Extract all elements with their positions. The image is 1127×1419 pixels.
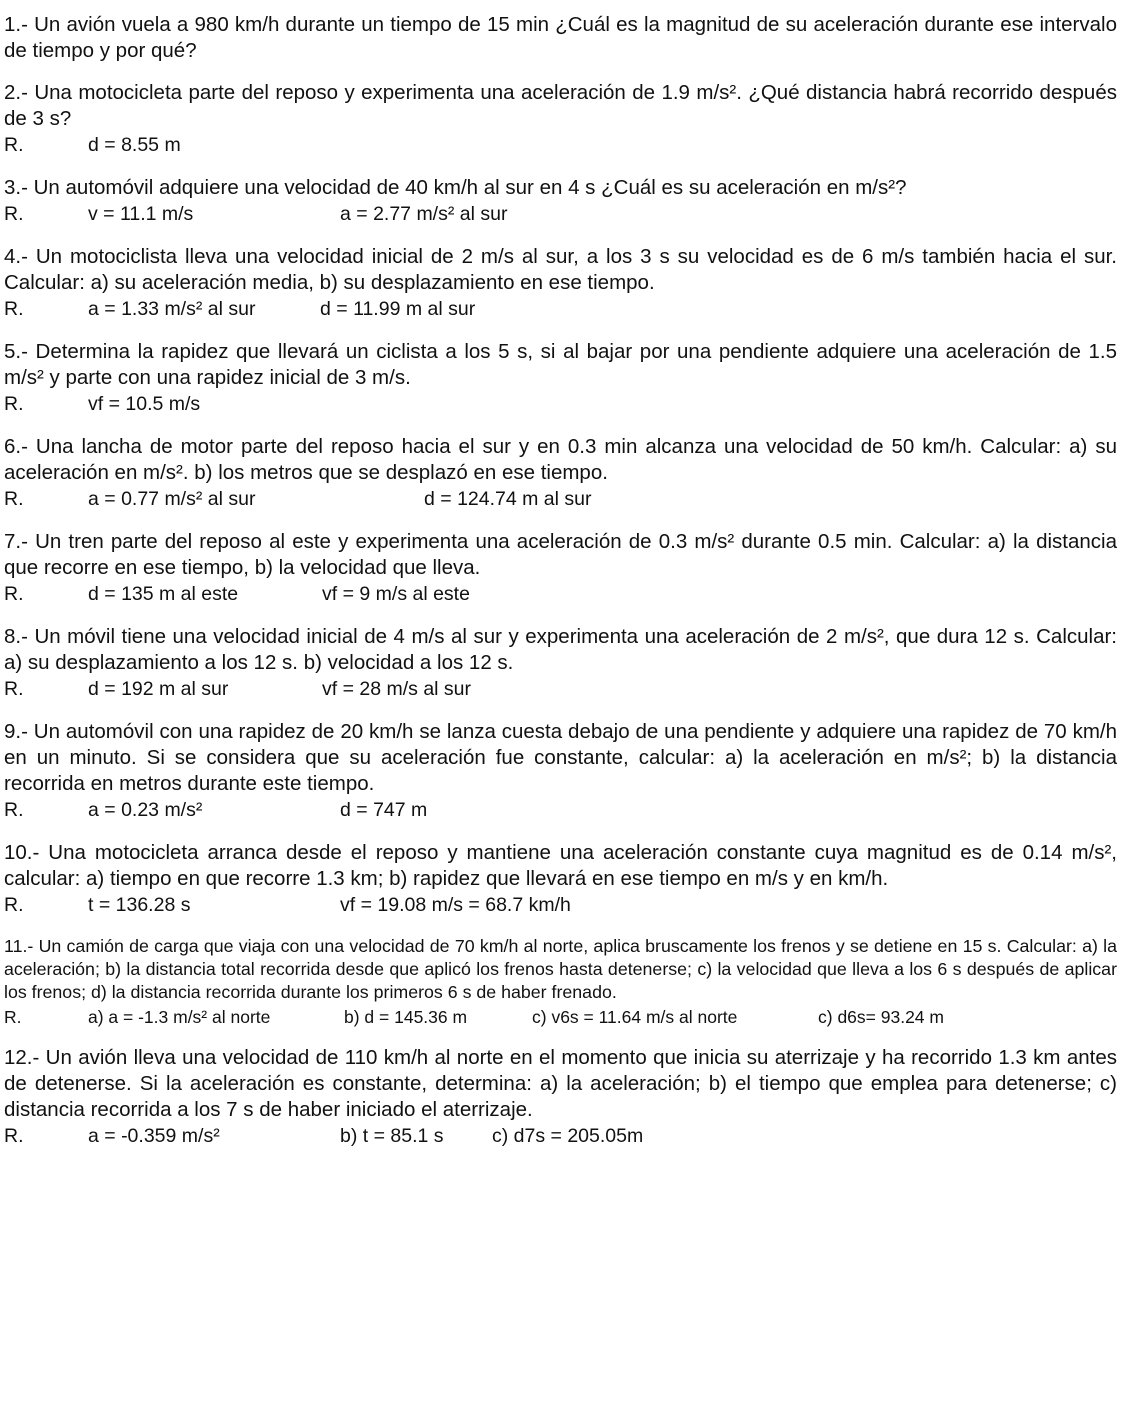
answer-value: a = -0.359 m/s² xyxy=(88,1125,220,1147)
answer-value: d = 11.99 m al sur xyxy=(320,298,476,320)
problem-text: 12.- Un avión lleva una velocidad de 110 km/h al norte en el momento que inicia su aterrizaje y ha recorrido 1.3 km antes de detenerse. Si la aceleración es constante, determina: a) la aceleración; b) el tiempo que emplea para detenerse; c) distancia recorrida a los 7 s de haber iniciado el aterrizaje. xyxy=(4,1046,1117,1121)
problem-2 xyxy=(4,80,1117,159)
problem-11 xyxy=(4,935,1117,1031)
problem-text: 5.- Determina la rapidez que llevará un ciclista a los 5 s, si al bajar por una pendiente adquiere una aceleración de 1.5 m/s² y parte con una rapidez inicial de 3 m/s. xyxy=(4,340,1117,389)
problem-text: 4.- Un motociclista lleva una velocidad inicial de 2 m/s al sur, a los 3 s su velocidad es de 6 m/s también hacia el sur. Calcular: a) su aceleración media, b) su desplazamiento en ese tiempo. xyxy=(4,245,1117,294)
answer-line xyxy=(4,296,1117,323)
problem-text: 7.- Un tren parte del reposo al este y experimenta una aceleración de 0.3 m/s² durante 0.5 min. Calcular: a) la distancia que recorre en ese tiempo, b) la velocidad que lleva. xyxy=(4,530,1117,579)
problem-9 xyxy=(4,719,1117,824)
answer-label: R. xyxy=(4,488,24,510)
answer-label: R. xyxy=(4,298,24,320)
problem-text: 10.- Una motocicleta arranca desde el reposo y mantiene una aceleración constante cuya magnitud es de 0.14 m/s², calcular: a) tiempo en que recorre 1.3 km; b) rapidez que llevará en ese tiempo en m/s y en km/h. xyxy=(4,841,1117,890)
answer-value: c) v6s = 11.64 m/s al norte xyxy=(532,1007,738,1027)
answer-line xyxy=(4,486,1117,513)
answer-label: R. xyxy=(4,894,24,916)
answer-line xyxy=(4,797,1117,824)
answer-value: vf = 28 m/s al sur xyxy=(322,678,472,700)
answer-value: a) a = -1.3 m/s² al norte xyxy=(88,1007,271,1027)
answer-value: vf = 19.08 m/s = 68.7 km/h xyxy=(340,894,571,916)
answer-label: R. xyxy=(4,799,24,821)
answer-value: d = 124.74 m al sur xyxy=(424,488,592,510)
answer-value: b) t = 85.1 s xyxy=(340,1125,444,1147)
answer-value: d = 192 m al sur xyxy=(88,678,229,700)
problem-3 xyxy=(4,175,1117,228)
problem-12 xyxy=(4,1045,1117,1150)
answer-line xyxy=(4,1123,1117,1150)
answer-line xyxy=(4,892,1117,919)
answer-line xyxy=(4,676,1117,703)
answer-label: R. xyxy=(4,134,24,156)
answer-value: c) d6s= 93.24 m xyxy=(818,1007,944,1027)
answer-line xyxy=(4,1004,1117,1031)
problem-text: 9.- Un automóvil con una rapidez de 20 km/h se lanza cuesta debajo de una pendiente y adquiere una rapidez de 70 km/h en un minuto. Si se considera que su aceleración fue constante, calcular: a) la aceleración en m/s²; b) la distancia recorrida en metros durante este tiempo. xyxy=(4,720,1117,795)
answer-value: a = 2.77 m/s² al sur xyxy=(340,203,508,225)
answer-label: R. xyxy=(4,678,24,700)
answer-value: a = 1.33 m/s² al sur xyxy=(88,298,256,320)
problem-4 xyxy=(4,244,1117,323)
answer-value: d = 747 m xyxy=(340,799,428,821)
problem-text: 3.- Un automóvil adquiere una velocidad de 40 km/h al sur en 4 s ¿Cuál es su aceleración en m/s²? xyxy=(4,176,907,199)
problem-5 xyxy=(4,339,1117,418)
answer-line xyxy=(4,581,1117,608)
problem-10 xyxy=(4,840,1117,919)
answer-line xyxy=(4,201,1117,228)
answer-value: d = 8.55 m xyxy=(88,134,181,156)
answer-value: d = 135 m al este xyxy=(88,583,239,605)
problem-sheet xyxy=(4,12,1117,1150)
problem-text: 6.- Una lancha de motor parte del reposo hacia el sur y en 0.3 min alcanza una velocidad de 50 km/h. Calcular: a) su aceleración en m/s². b) los metros que se desplazó en ese tiempo. xyxy=(4,435,1117,484)
answer-label: R. xyxy=(4,583,24,605)
problem-1 xyxy=(4,12,1117,64)
answer-line xyxy=(4,391,1117,418)
problem-text: 11.- Un camión de carga que viaja con una velocidad de 70 km/h al norte, aplica bruscamente los frenos y se detiene en 15 s. Calcular: a) la aceleración; b) la distancia total recorrida desde que aplicó los frenos hasta detenerse; c) la velocidad que lleva a los 6 s después de aplicar los frenos; d) la distancia recorrida durante los primeros 6 s de haber frenado. xyxy=(4,936,1117,1002)
problem-text: 8.- Un móvil tiene una velocidad inicial de 4 m/s al sur y experimenta una aceleración de 2 m/s², que dura 12 s. Calcular: a) su desplazamiento a los 12 s. b) velocidad a los 12 s. xyxy=(4,625,1117,674)
answer-value: vf = 10.5 m/s xyxy=(88,393,201,415)
answer-line xyxy=(4,132,1117,159)
problem-7 xyxy=(4,529,1117,608)
answer-value: b) d = 145.36 m xyxy=(344,1007,468,1027)
answer-value: v = 11.1 m/s xyxy=(88,203,194,225)
problem-text: 1.- Un avión vuela a 980 km/h durante un tiempo de 15 min ¿Cuál es la magnitud de su aceleración durante ese intervalo de tiempo y por qué? xyxy=(4,13,1117,62)
answer-label: R. xyxy=(4,1007,22,1027)
problem-8 xyxy=(4,624,1117,703)
problem-6 xyxy=(4,434,1117,513)
answer-label: R. xyxy=(4,393,24,415)
answer-label: R. xyxy=(4,1125,24,1147)
answer-value: vf = 9 m/s al este xyxy=(322,583,470,605)
problem-text: 2.- Una motocicleta parte del reposo y experimenta una aceleración de 1.9 m/s². ¿Qué distancia habrá recorrido después de 3 s? xyxy=(4,81,1117,130)
answer-value: t = 136.28 s xyxy=(88,894,191,916)
answer-value: c) d7s = 205.05m xyxy=(492,1125,644,1147)
answer-value: a = 0.77 m/s² al sur xyxy=(88,488,256,510)
answer-value: a = 0.23 m/s² xyxy=(88,799,203,821)
answer-label: R. xyxy=(4,203,24,225)
